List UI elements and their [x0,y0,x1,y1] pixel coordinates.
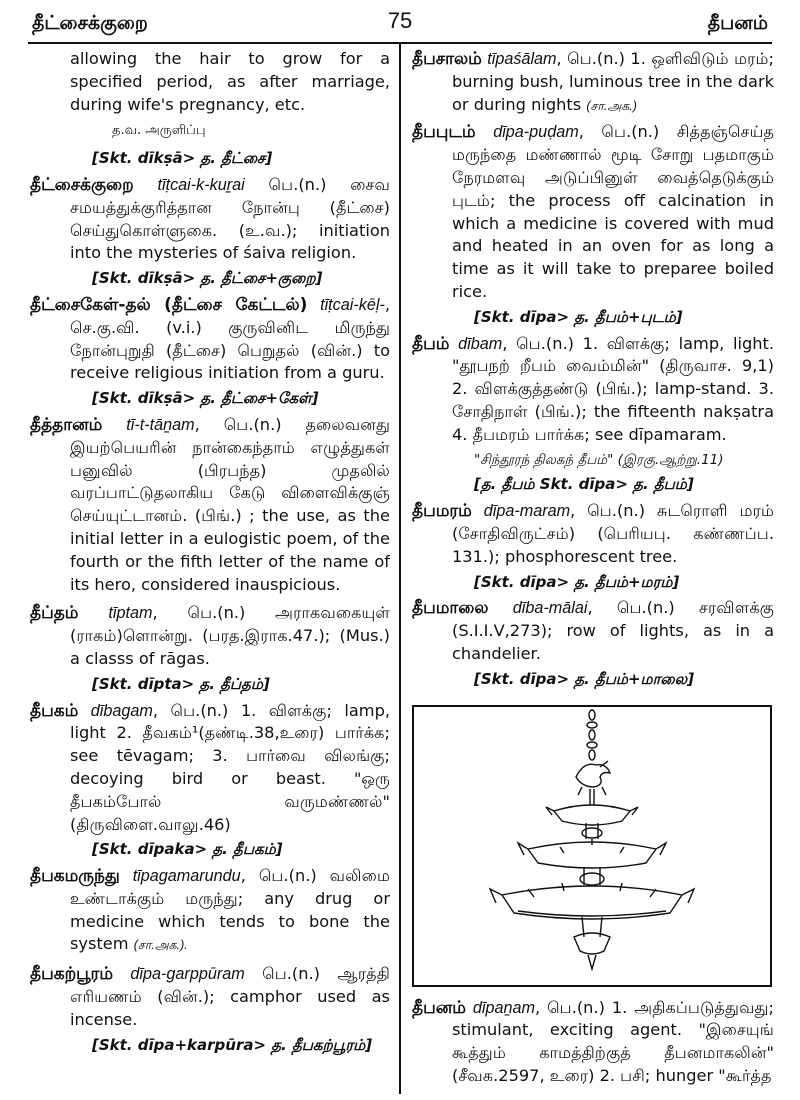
entry-etymology: [Skt. dīpa> த. தீபம்+புடம்] [474,307,683,326]
entry-headword: தீபகம் [30,700,79,721]
page-header [28,6,772,44]
entry-source: (சா.அக.). [133,938,188,953]
entry-note: த.வ. அருளிப்பு [112,123,206,139]
dictionary-entry [412,121,774,328]
entry-transliteration: dīpa-maram [483,502,571,521]
entry-headword: தீபம் [412,333,450,354]
header-right-guideword: தீபனம் [707,12,768,34]
entry-headword: தீட்சைகேள்-தல் (தீட்சை கேட்டல்) [30,294,308,315]
entry-definition: , பெ.(n.) வலிமை உண்டாக்கும் மருந்து; any drug or medicine which tends to bone the system [70,866,390,954]
left-column [30,48,390,1096]
continued-entry-text: allowing the hair to grow for a specified period, as after marriage, during wife's pregnancy, etc. [70,49,390,114]
entry-transliteration: dība-mālai [512,599,588,618]
entry-transliteration: dīpaṉam [472,998,535,1017]
entry-etymology: [Skt. dīpa> த. தீபம்+மரம்] [474,572,680,591]
dictionary-entry [412,333,774,497]
entry-transliteration: tīṭcai-kēḷ- [320,295,385,314]
dictionary-entry [412,997,774,1088]
right-column [412,48,774,1096]
entry-headword: தீபமாலை [412,598,489,619]
dictionary-entry [30,174,390,290]
entry-etymology: [Skt. dīpa+karpūra> த. தீபகற்பூரம்] [92,1035,373,1054]
dictionary-entry [30,602,390,695]
figure-frame [412,705,772,987]
entry-transliteration: dīpa-puḍam [493,123,579,142]
entry-headword: தீத்தானம் [30,414,103,435]
dictionary-entry [30,294,390,410]
entry-headword: தீட்சைக்குறை [30,174,134,195]
page-number: 75 [387,8,413,33]
entry-definition: , பெ.(n.) சுடரொளி மரம் (சோதிவிருட்சம்) (பெரியபு. கண்ணப்ப. 131.); phosphorescent tree. [452,501,774,566]
entry-transliteration: tīpagamarundu [132,867,241,886]
dictionary-entry [412,597,774,690]
dictionary-entry [30,700,390,862]
entry-definition: , பெ.(n.) 1. அதிகப்படுத்துவது; stimulant, exciting agent. "இசையுங் கூத்தும் காமத்திற்குத் தீபனமாகலின்" (சீவக.2597, உரை) 2. பசி; hunger "கூர்த்த [452,997,774,1085]
entry-quotation: "சிந்தூரந் திலகந் தீபம்" (இரகு.ஆற்று.11) [474,451,724,468]
entry-definition: , செ.கு.வி. (v.i.) குருவினிட மிருந்து நோன்புறுதி (தீட்சை) பெறுதல் (வின்.) to receive religious initiation from a guru. [70,294,390,383]
hanging-lamp-illustration-icon [414,707,770,985]
entry-definition: , பெ.(n.) தலைவனது இயற்பெயரின் நான்கைந்தாம் எழுத்துகள் பனுவில் (பிரபந்த) முதலில் வரப்பாட்டுதலாகிய கேடு விளைவிக்குஞ் செய்யுட்டானம். (பிங்.) ; the use, as the initial letter in a eulogistic poem, of the fourth or the fifth letter of the name of its hero, considered inauspicious. [70,414,390,594]
entry-etymology: [த. தீபம் Skt. dīpa> த. தீபம்] [474,475,694,494]
entry-transliteration: dībagam [90,701,153,720]
entry-headword: தீபபுடம் [412,122,476,143]
entry-transliteration: tīptam [108,604,153,623]
entry-definition: பெ.(n.) சைவ சமயத்துக்குரித்தான நோன்பு (தீட்சை) செய்துகொள்ளுகை. (உ.வ.); initiation into the mysteries of śaiva religion. [70,174,390,263]
entry-headword: தீபசாலம் [412,49,482,69]
entry-definition: , பெ.(n.) 1. விளக்கு; lamp, light. "தூபநற் றீபம் வைம்மின்" (திருவாச. 9,1) 2. விளக்குத்தண்டு (பிங்.); lamp-stand. 3. சோதிநாள் (பிங்.); the fifteenth nakṣatra 4. தீபமரம் பார்க்க; see dīpamaram. [452,333,774,444]
entry-source: (சா.அக.) [586,98,637,113]
entry-headword: தீபமரம் [412,501,472,522]
entry-definition: , பெ.(n.) சித்தஞ்செய்த மருந்தை மண்ணால் மூடி சோறு பதமாகும் நேரமளவு அடுப்பினுள் வைத்தெடுக்கும் புடம்; the process off calcination in which a medicine is covered with mud and heated in an oven for as long a time as it will take to preparee boiled rice. [452,122,774,301]
header-left-guideword: தீட்சைக்குறை [32,12,148,34]
entry-headword: தீப்தம் [30,603,79,624]
entry-headword: தீபனம் [412,997,466,1018]
entry-definition: , பெ.(n.) சரவிளக்கு (S.I.I.V,273); row of lights, as in a chandelier. [452,598,774,663]
entry-etymology: [Skt. dīpa> த. தீபம்+மாலை] [474,669,694,688]
entry-definition: , பெ.(n.) 1. ஒளிவிடும் மரம்; burning bush, luminous tree in the dark or during nights [452,49,774,114]
entry-etymology: [Skt. dīpta> த. தீப்தம்] [92,674,270,693]
entry-headword: தீபகமருந்து [30,866,120,887]
entry-etymology: [Skt. dīkṣā> த. தீட்சை+கேள்] [92,389,319,408]
dictionary-entry [30,414,390,596]
entry-definition: , பெ.(n.) அராகவகையுள் (ராகம்)ளொன்று. (பரத.இராக.47.); (Mus.) a classs of rāgas. [70,603,390,668]
entry-etymology: [Skt. dīkṣā> த. தீட்சை] [92,149,273,168]
entry-etymology: [Skt. dīkṣā> த. தீட்சை+குறை] [92,269,323,288]
entry-definition: , பெ.(n.) 1. விளக்கு; lamp, light 2. தீவகம்¹(தண்டி.38,உரை) பார்க்க; see tēvagam; 3. பார்வை விலங்கு; decoying bird or beast. "ஒரு தீபகம்போல் வருமண்ணல்" (திருவிளை.வாலு.46) [70,700,390,834]
column-divider [399,44,401,1094]
entry-definition: பெ.(n.) ஆரத்தி எரியணம் (வின்.); camphor used as incense. [70,964,390,1029]
entry-transliteration: tī-t-tāṉam [126,415,195,434]
entry-transliteration: tīṭcai-k-kuṟai [157,175,245,194]
entry-headword: தீபகற்பூரம் [30,964,114,985]
dictionary-entry [30,865,390,957]
entry-etymology: [Skt. dīpaka> த. தீபகம்] [92,840,283,859]
dictionary-entry [30,963,390,1056]
entry-transliteration: dībam [458,334,503,353]
dictionary-entry [412,500,774,593]
entry-transliteration: tīpaśālam [487,50,557,68]
dictionary-entry [412,48,774,117]
entry-transliteration: dīpa-garppūram [130,965,245,984]
